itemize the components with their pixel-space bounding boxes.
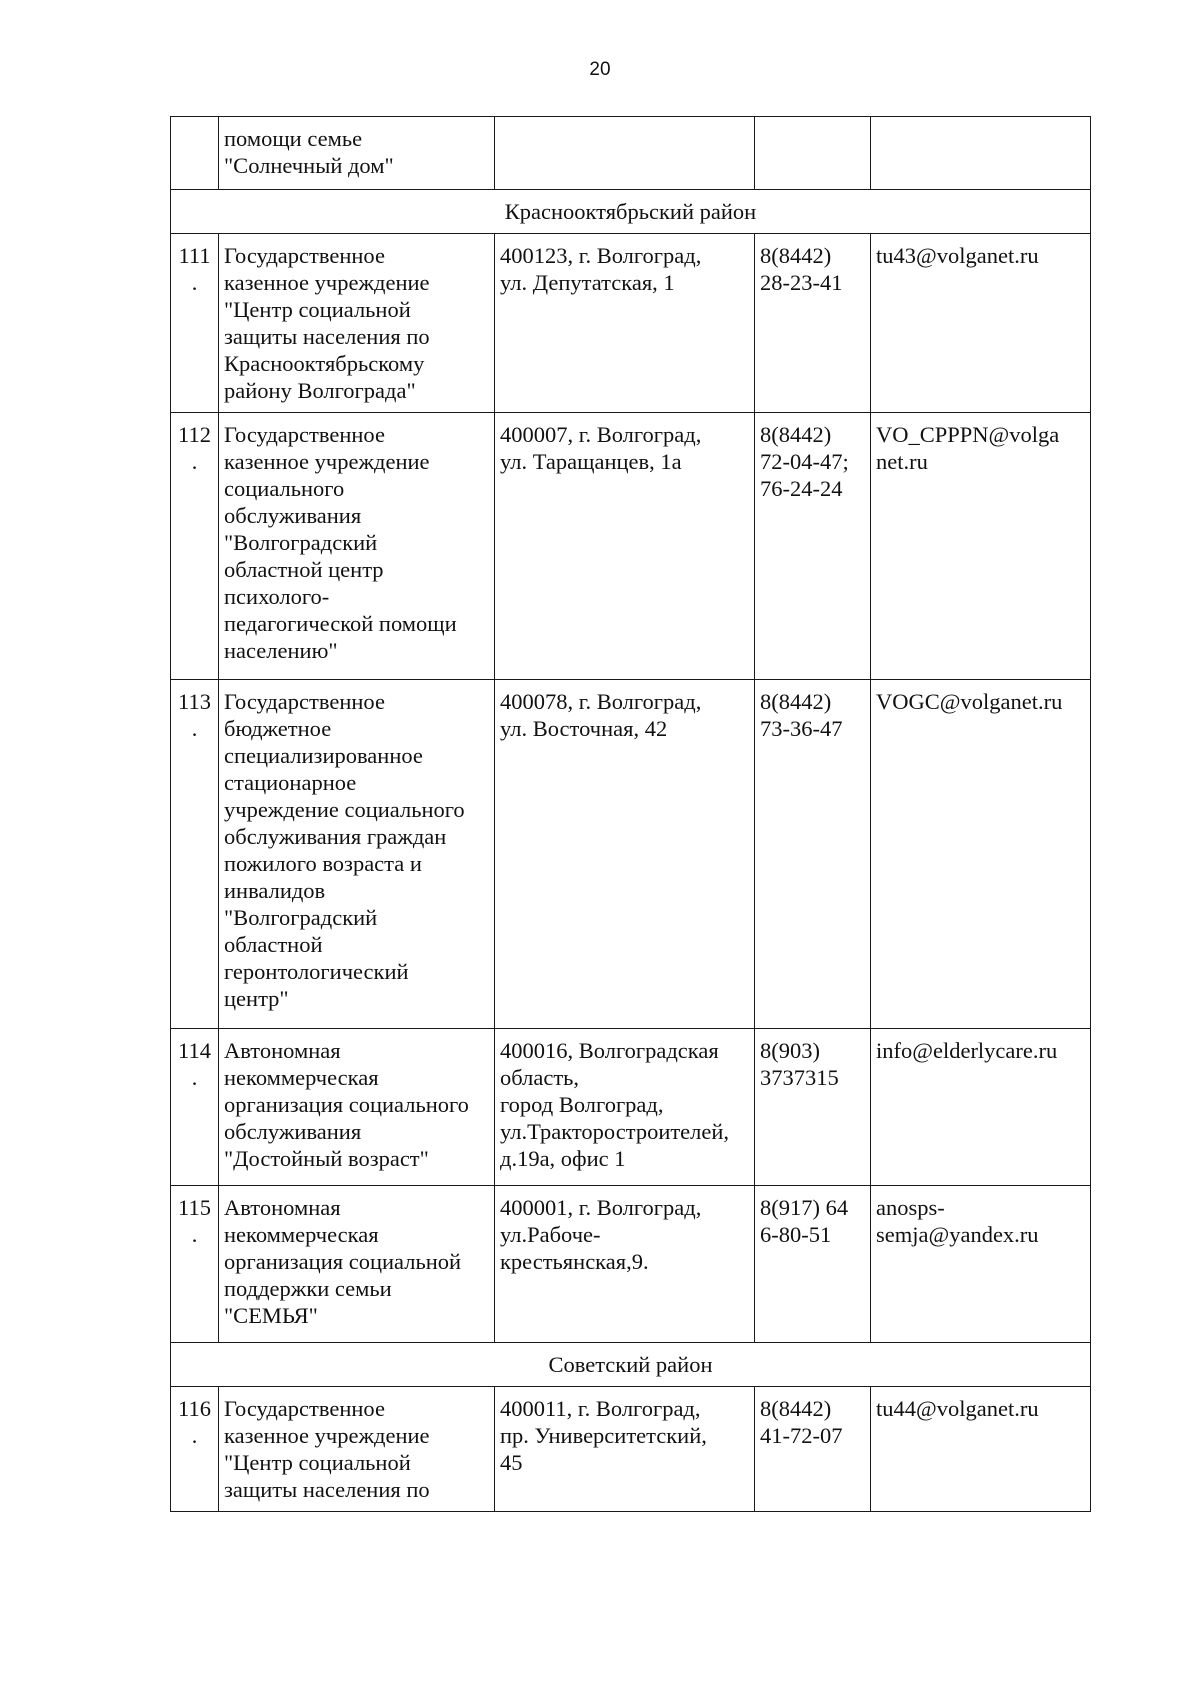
name-line: Краснооктябрьскому (224, 351, 425, 376)
name-line: казенное учреждение (224, 1423, 430, 1448)
name-line: областной центр (224, 557, 384, 582)
name-line: помощи семье (224, 126, 363, 151)
email-line: net.ru (876, 449, 928, 474)
number-cell (171, 413, 219, 680)
name-line: психолого- (224, 584, 330, 609)
name-line: областной (224, 932, 323, 957)
number-cell (171, 680, 219, 1029)
email-cell (871, 117, 1091, 190)
name-line: "Центр социальной (224, 1450, 411, 1475)
phone-cell (755, 234, 871, 413)
name-cell (219, 413, 495, 680)
address-line: ул. Таращанцев, 1а (500, 449, 682, 474)
district-row (171, 1343, 1091, 1387)
address-cell (495, 234, 755, 413)
page-number: 20 (589, 59, 611, 80)
name-line: некоммерческая (224, 1065, 379, 1090)
phone-line: 41-72-07 (760, 1423, 843, 1448)
address-line: 400078, г. Волгоград, (500, 689, 702, 714)
institutions-table (170, 116, 1091, 1512)
address-line: ул. Восточная, 42 (500, 716, 668, 741)
row-number: 112 (178, 422, 211, 447)
address-line: 400001, г. Волгоград, (500, 1195, 702, 1220)
phone-cell (755, 680, 871, 1029)
name-line: "СЕМЬЯ" (224, 1303, 318, 1328)
name-line: центр" (224, 986, 289, 1011)
name-line: поддержки семьи (224, 1276, 392, 1301)
email-cell (871, 234, 1091, 413)
address-line: пр. Университетский, (500, 1423, 707, 1448)
row-number-dot: . (191, 1423, 198, 1448)
phone-line: 6-80-51 (760, 1222, 832, 1247)
address-cell (495, 1387, 755, 1512)
number-cell (171, 1029, 219, 1186)
row-number: 116 (178, 1396, 211, 1421)
phone-line: 8(917) 64 (760, 1195, 849, 1220)
name-cell (219, 1186, 495, 1343)
phone-line: 76-24-24 (760, 476, 843, 501)
district-heading: Советский район (171, 1343, 1091, 1387)
name-line: Автономная (224, 1038, 341, 1063)
name-line: "Волгоградский (224, 905, 378, 930)
email-line: info@elderlycare.ru (876, 1038, 1058, 1063)
name-cell (219, 1029, 495, 1186)
name-line: "Волгоградский (224, 530, 378, 555)
name-line: "Центр социальной (224, 297, 411, 322)
email-cell (871, 1387, 1091, 1512)
email-line: semja@yandex.ru (876, 1222, 1039, 1247)
name-line: Государственное (224, 689, 385, 714)
phone-cell (755, 117, 871, 190)
address-line: д.19а, офис 1 (500, 1146, 626, 1171)
name-line: защиты населения по (224, 1477, 430, 1502)
row-number: 115 (178, 1195, 211, 1220)
name-cell (219, 117, 495, 190)
address-line: область, (500, 1065, 580, 1090)
email-line: anosps- (876, 1195, 945, 1220)
name-line: организация социальной (224, 1249, 462, 1274)
phone-cell (755, 413, 871, 680)
name-line: пожилого возраста и (224, 851, 422, 876)
district-heading: Краснооктябрьский район (171, 190, 1091, 234)
address-cell (495, 117, 755, 190)
address-line: 45 (500, 1450, 523, 1475)
number-cell (171, 234, 219, 413)
name-line: Государственное (224, 422, 385, 447)
row-number: 111 (178, 243, 211, 268)
row-number: 113 (178, 689, 211, 714)
email-line: tu44@volganet.ru (876, 1396, 1039, 1421)
district-row (171, 190, 1091, 234)
name-line: Автономная (224, 1195, 341, 1220)
table-row (171, 1186, 1091, 1343)
name-line: инвалидов (224, 878, 326, 903)
name-line: "Достойный возраст" (224, 1146, 429, 1171)
name-cell (219, 234, 495, 413)
address-cell (495, 680, 755, 1029)
phone-line: 3737315 (760, 1065, 839, 1090)
address-cell (495, 1029, 755, 1186)
row-number-dot: . (191, 270, 198, 295)
name-line: учреждение социального (224, 797, 465, 822)
email-line: VOGC@volganet.ru (876, 689, 1063, 714)
name-line: стационарное (224, 770, 357, 795)
address-cell (495, 1186, 755, 1343)
address-line: ул.Рабоче- (500, 1222, 601, 1247)
phone-line: 28-23-41 (760, 270, 843, 295)
phone-line: 8(8442) (760, 1396, 832, 1421)
address-line: 400007, г. Волгоград, (500, 422, 702, 447)
row-number-dot: . (191, 449, 198, 474)
address-line: ул.Тракторостроителей, (500, 1119, 730, 1144)
address-line: 400123, г. Волгоград, (500, 243, 702, 268)
name-cell (219, 680, 495, 1029)
address-cell (495, 413, 755, 680)
address-line: крестьянская,9. (500, 1249, 649, 1274)
phone-line: 73-36-47 (760, 716, 843, 741)
row-number-dot: . (191, 1065, 198, 1090)
address-line: 400016, Волгоградская (500, 1038, 719, 1063)
address-line: город Волгоград, (500, 1092, 664, 1117)
phone-cell (755, 1029, 871, 1186)
email-cell (871, 680, 1091, 1029)
row-number: 114 (178, 1038, 211, 1063)
phone-line: 8(8442) (760, 689, 832, 714)
table-row (171, 413, 1091, 680)
row-number-dot: . (191, 716, 198, 741)
name-line: Государственное (224, 243, 385, 268)
phone-cell (755, 1186, 871, 1343)
number-cell (171, 1387, 219, 1512)
name-cell (219, 1387, 495, 1512)
table-row (171, 1029, 1091, 1186)
phone-line: 72-04-47; (760, 449, 849, 474)
name-line: казенное учреждение (224, 270, 430, 295)
email-line: tu43@volganet.ru (876, 243, 1039, 268)
name-line: некоммерческая (224, 1222, 379, 1247)
email-cell (871, 1029, 1091, 1186)
name-line: "Солнечный дом" (224, 153, 394, 178)
address-line: ул. Депутатская, 1 (500, 270, 675, 295)
table-row (171, 234, 1091, 413)
phone-line: 8(8442) (760, 243, 832, 268)
table-row (171, 680, 1091, 1029)
number-cell (171, 1186, 219, 1343)
table-row (171, 1387, 1091, 1512)
name-line: специализированное (224, 743, 423, 768)
name-line: социального (224, 476, 345, 501)
table-row-continued (171, 117, 1091, 190)
name-line: защиты населения по (224, 324, 430, 349)
email-cell (871, 1186, 1091, 1343)
phone-line: 8(8442) (760, 422, 832, 447)
phone-line: 8(903) (760, 1038, 820, 1063)
number-cell (171, 117, 219, 190)
name-line: обслуживания (224, 503, 362, 528)
email-line: VO_CPPPN@volga (876, 422, 1060, 447)
name-line: обслуживания граждан (224, 824, 447, 849)
name-line: педагогической помощи (224, 611, 457, 636)
name-line: организация социального (224, 1092, 469, 1117)
name-line: населению" (224, 638, 338, 663)
name-line: бюджетное (224, 716, 332, 741)
name-line: геронтологический (224, 959, 409, 984)
email-cell (871, 413, 1091, 680)
row-number-dot: . (191, 1222, 198, 1247)
name-line: Государственное (224, 1396, 385, 1421)
address-line: 400011, г. Волгоград, (500, 1396, 701, 1421)
name-line: обслуживания (224, 1119, 362, 1144)
name-line: казенное учреждение (224, 449, 430, 474)
phone-cell (755, 1387, 871, 1512)
name-line: району Волгограда" (224, 378, 416, 403)
